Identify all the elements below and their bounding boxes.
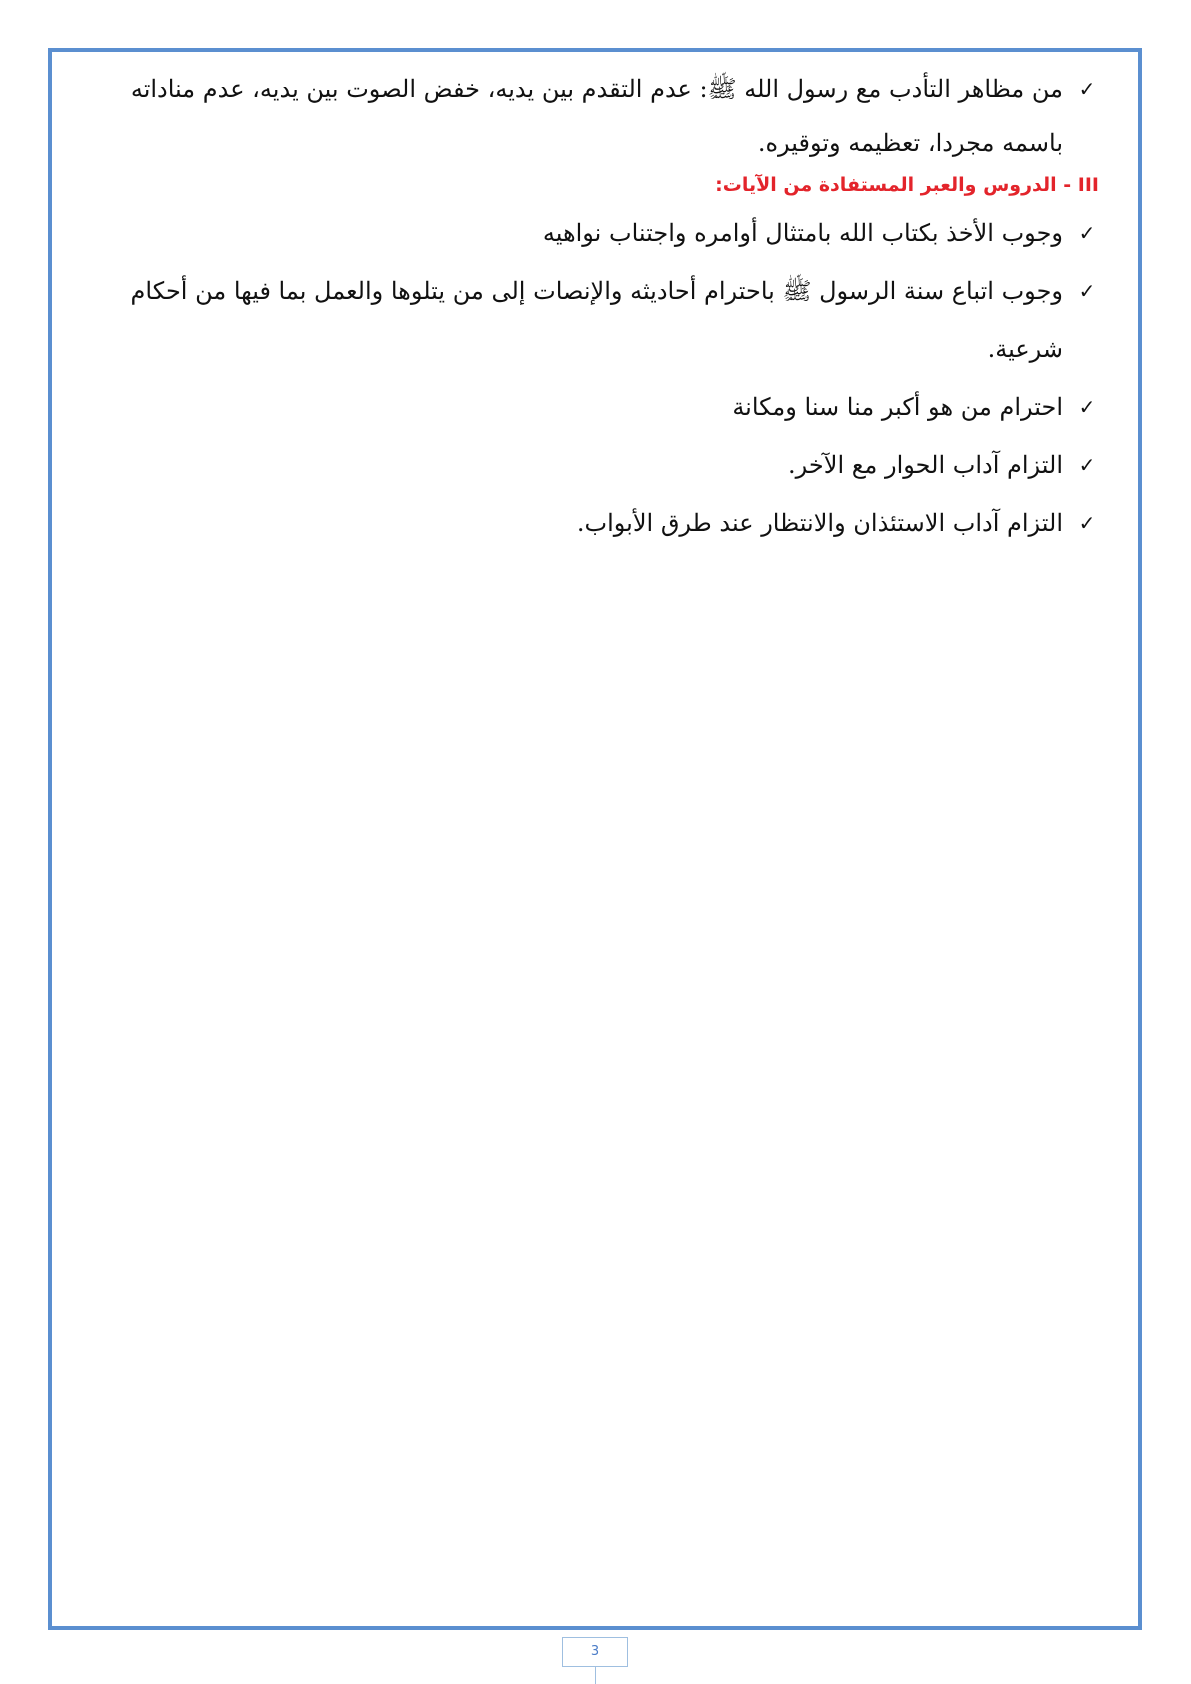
lesson-item: [99, 204, 1099, 262]
check-icon: ✓: [1078, 395, 1096, 419]
check-icon: ✓: [1078, 221, 1096, 245]
lesson-text: وجوب اتباع سنة الرسول ﷺ باحترام أحاديثه والإنصات إلى من يتلوها والعمل بما فيها من أحكام شرعية.: [130, 277, 1063, 363]
document-body: [99, 62, 1099, 552]
lesson-item: [99, 262, 1099, 378]
bullet-item: [99, 62, 1099, 170]
check-icon: ✓: [1078, 77, 1096, 101]
page-number: [562, 1637, 628, 1667]
check-icon: ✓: [1078, 453, 1096, 477]
section-title: - الدروس والعبر المستفادة من الآيات:: [715, 174, 1078, 196]
lesson-text: التزام آداب الحوار مع الآخر.: [788, 451, 1063, 479]
section-heading: [99, 170, 1099, 200]
lesson-item: [99, 436, 1099, 494]
lesson-item: [99, 494, 1099, 552]
section-number: III: [1077, 174, 1099, 196]
lesson-text: احترام من هو أكبر منا سنا ومكانة: [732, 393, 1063, 421]
bullet-text: من مظاهر التأدب مع رسول الله ﷺ: عدم التقدم بين يديه، خفض الصوت بين يديه، عدم مناداته باسمه مجردا، تعظيمه وتوقيره.: [130, 75, 1063, 157]
check-icon: ✓: [1078, 511, 1096, 535]
page-number-text: 3: [590, 1644, 600, 1659]
lesson-text: وجوب الأخذ بكتاب الله بامتثال أوامره واجتناب نواهيه: [542, 219, 1063, 247]
lesson-item: [99, 378, 1099, 436]
lesson-text: التزام آداب الاستئذان والانتظار عند طرق الأبواب.: [576, 509, 1063, 537]
page-number-connector: [595, 1666, 596, 1684]
check-icon: ✓: [1078, 279, 1096, 303]
